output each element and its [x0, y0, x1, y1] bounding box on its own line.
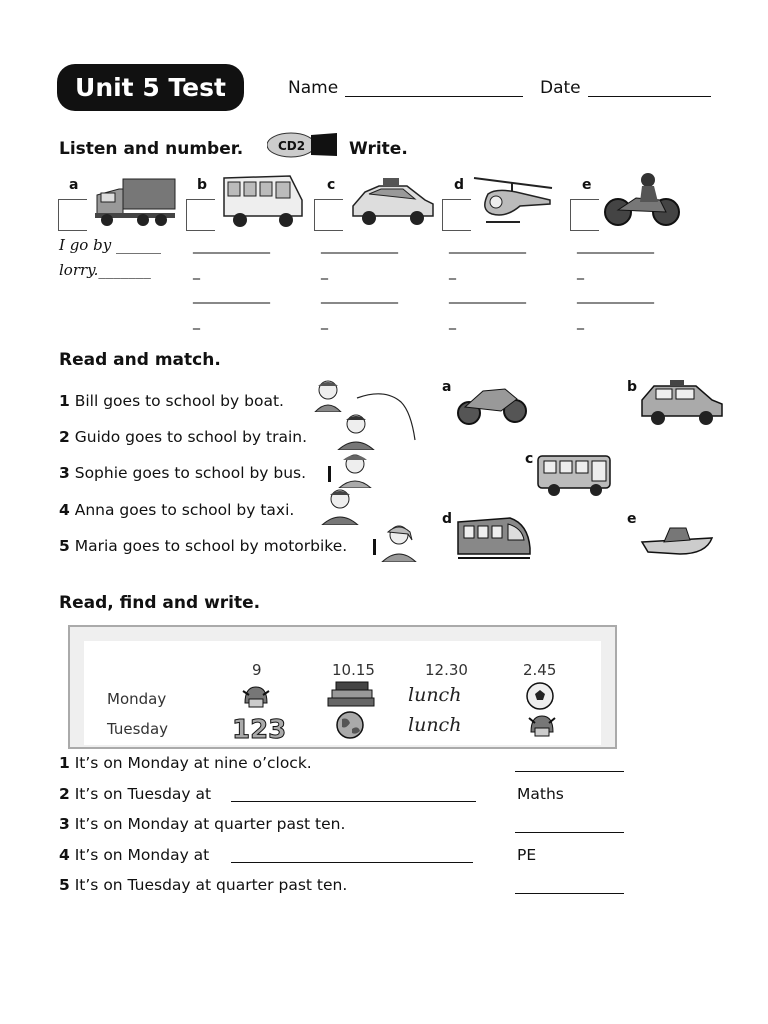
- match-sentence: 1 Bill goes to school by boat.: [59, 392, 284, 410]
- lunch-text: lunch: [408, 714, 462, 736]
- subject-answer: PE: [517, 846, 537, 864]
- section1-write: Write.: [349, 139, 408, 159]
- date-label: Date: [540, 78, 581, 98]
- child-avatar: [311, 378, 345, 416]
- helicopter-icon: [470, 170, 556, 232]
- globe-icon: [334, 709, 366, 745]
- time-header: 12.30: [425, 661, 468, 679]
- train-icon: [456, 514, 532, 566]
- write-dash: _: [577, 264, 584, 280]
- time-answer-field[interactable]: [231, 846, 473, 863]
- section3-instruction: Read, find and write.: [59, 593, 261, 613]
- picture-letter: a: [442, 379, 452, 395]
- write-dash: _: [321, 314, 328, 330]
- taxi-icon: [640, 380, 724, 432]
- bus-icon: [536, 452, 616, 502]
- number-box[interactable]: [314, 199, 343, 231]
- match-sentence: 4 Anna goes to school by taxi.: [59, 501, 295, 519]
- write-blank[interactable]: ___________: [321, 288, 398, 304]
- write-blank[interactable]: ___________: [449, 238, 526, 254]
- question: 2 It’s on Tuesday at: [59, 785, 212, 803]
- number-box[interactable]: [570, 199, 599, 231]
- picture-letter: b: [627, 379, 638, 395]
- numbers-icon: [226, 710, 288, 748]
- time-header: 2.45: [523, 661, 557, 679]
- question: 4 It’s on Monday at: [59, 846, 210, 864]
- write-blank[interactable]: ___________: [193, 238, 270, 254]
- match-sentence: 5 Maria goes to school by motorbike.: [59, 537, 348, 555]
- page-title: Unit 5 Test: [57, 64, 244, 111]
- question: 5 It’s on Tuesday at quarter past ten.: [59, 876, 348, 894]
- question: 1 It’s on Monday at nine o’clock.: [59, 754, 312, 772]
- bus-icon: [220, 170, 304, 234]
- motorbike-icon: [455, 377, 531, 431]
- item-letter: b: [197, 177, 208, 193]
- lunch-text: lunch: [408, 684, 462, 706]
- taxi-icon: [349, 172, 435, 234]
- name-label: Name: [288, 78, 339, 98]
- write-blank[interactable]: ___________: [577, 288, 654, 304]
- write-blank[interactable]: ___________: [193, 288, 270, 304]
- motorbike-icon: [602, 170, 682, 234]
- number-box[interactable]: [58, 199, 87, 231]
- write-dash: _: [577, 314, 584, 330]
- child-avatar: [378, 522, 420, 566]
- match-sentence: 3 Sophie goes to school by bus.: [59, 464, 307, 482]
- child-avatar: [320, 487, 360, 529]
- answer-example-line2: lorry._______: [59, 261, 151, 279]
- item-letter: a: [69, 177, 79, 193]
- helmet-icon: [527, 710, 557, 744]
- child-avatar: [335, 450, 375, 492]
- section2-instruction: Read and match.: [59, 350, 221, 370]
- picture-letter: e: [627, 511, 637, 527]
- day-label: Tuesday: [107, 720, 169, 738]
- lorry-icon: [93, 175, 177, 231]
- write-blank[interactable]: ___________: [577, 238, 654, 254]
- picture-letter: d: [442, 511, 453, 527]
- picture-letter: c: [525, 451, 534, 467]
- boat-icon: [640, 518, 714, 562]
- svg-text:123: 123: [232, 715, 287, 744]
- time-header: 9: [252, 661, 262, 679]
- number-box[interactable]: [186, 199, 215, 231]
- answer-field[interactable]: [515, 876, 624, 894]
- date-field[interactable]: [588, 82, 711, 97]
- match-line: [355, 392, 419, 448]
- name-field[interactable]: [345, 82, 523, 97]
- write-blank[interactable]: ___________: [449, 288, 526, 304]
- time-answer-field[interactable]: [231, 785, 476, 802]
- write-dash: _: [449, 264, 456, 280]
- subject-answer: Maths: [517, 785, 564, 803]
- item-letter: d: [454, 177, 465, 193]
- write-dash: _: [321, 264, 328, 280]
- number-box[interactable]: [442, 199, 471, 231]
- question: 3 It’s on Monday at quarter past ten.: [59, 815, 346, 833]
- write-dash: _: [193, 314, 200, 330]
- time-header: 10.15: [332, 661, 375, 679]
- match-dot[interactable]: [373, 539, 376, 555]
- day-label: Monday: [107, 690, 167, 708]
- write-dash: _: [193, 264, 200, 280]
- item-letter: e: [582, 177, 592, 193]
- write-blank[interactable]: ___________: [321, 238, 398, 254]
- match-sentence: 2 Guido goes to school by train.: [59, 428, 308, 446]
- item-letter: c: [327, 177, 336, 193]
- answer-example-line1: I go by ______: [59, 236, 161, 254]
- section1-instruction: Listen and number.: [59, 139, 244, 159]
- answer-field[interactable]: [515, 815, 624, 833]
- answer-field[interactable]: [515, 754, 624, 772]
- match-dot[interactable]: [328, 466, 331, 482]
- write-dash: _: [449, 314, 456, 330]
- cd-label: CD2: [278, 139, 306, 153]
